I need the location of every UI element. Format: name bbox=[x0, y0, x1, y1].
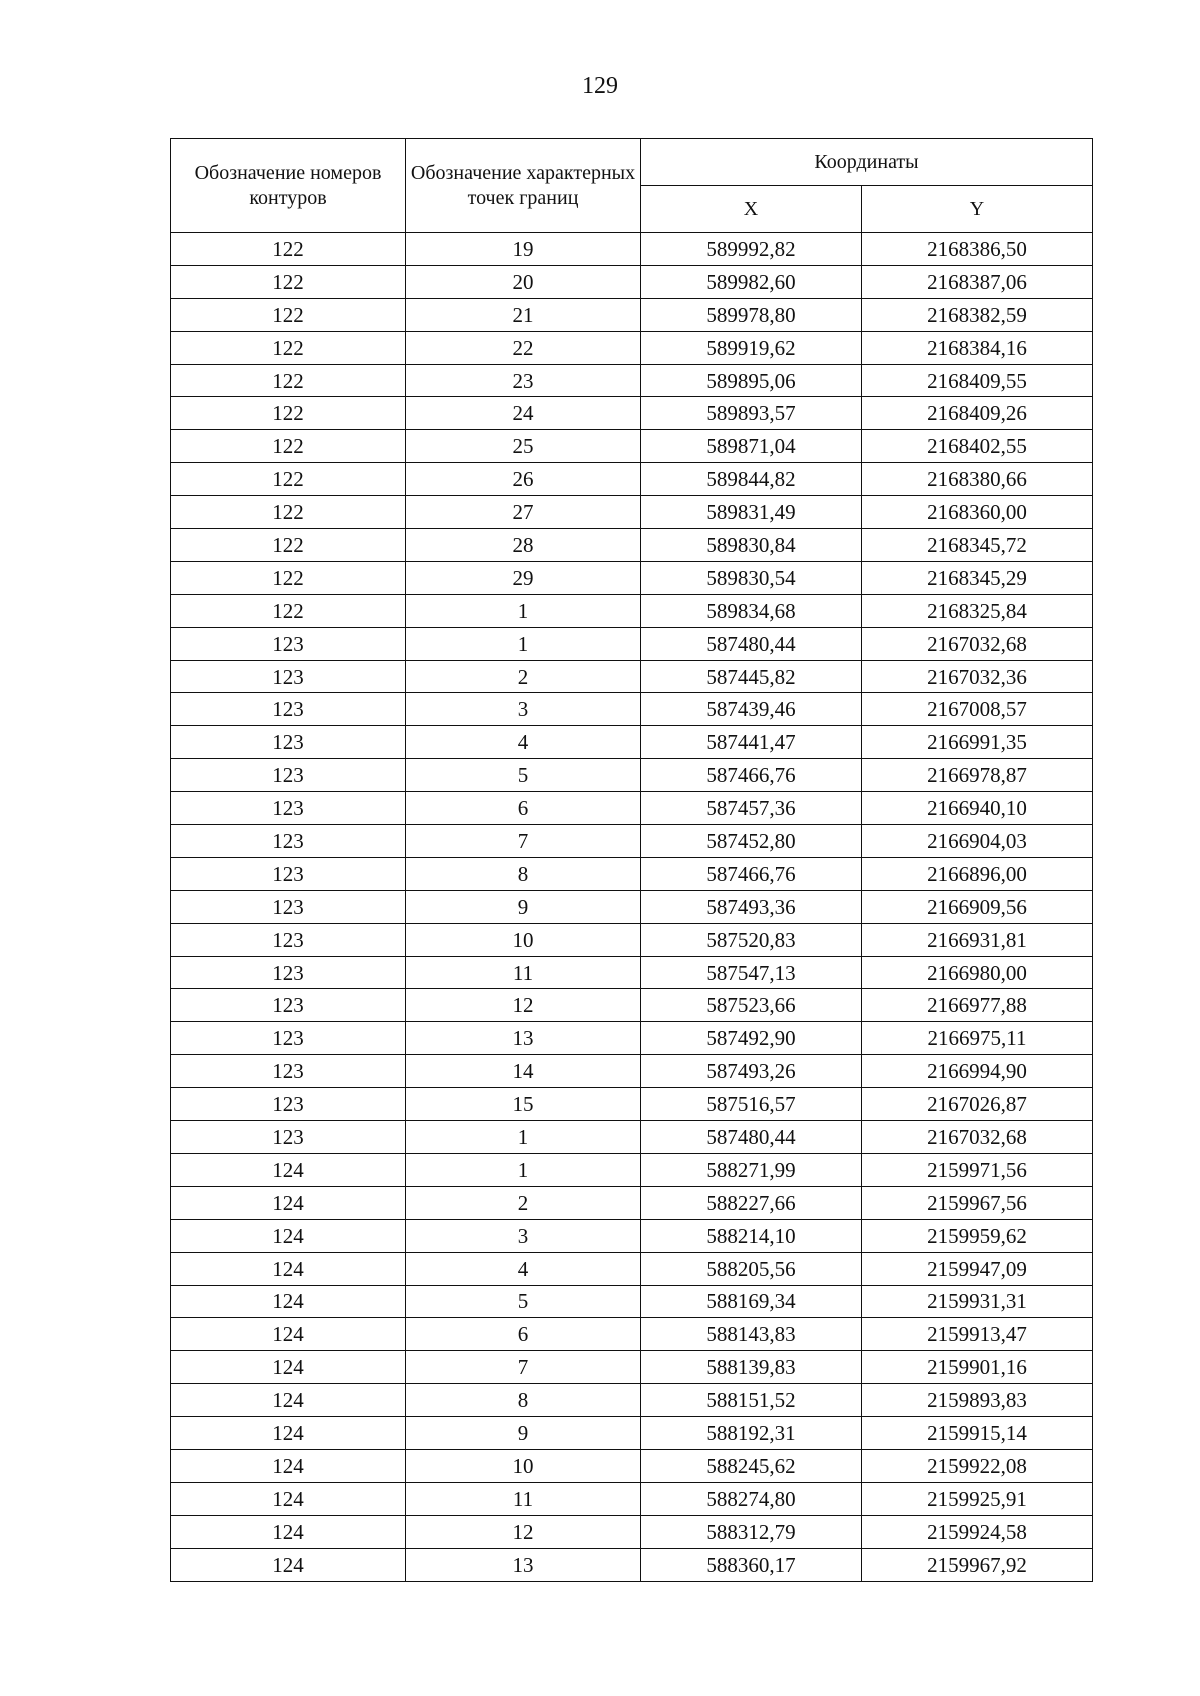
cell-contour-number: 123 bbox=[171, 890, 406, 923]
table-row bbox=[171, 1318, 1093, 1351]
table-row bbox=[171, 1088, 1093, 1121]
cell-x: 587523,66 bbox=[641, 989, 862, 1022]
table-row bbox=[171, 1219, 1093, 1252]
cell-y: 2166896,00 bbox=[862, 857, 1093, 890]
cell-point-number: 24 bbox=[406, 397, 641, 430]
cell-x: 588245,62 bbox=[641, 1449, 862, 1482]
cell-y: 2159967,56 bbox=[862, 1186, 1093, 1219]
cell-point-number: 3 bbox=[406, 1219, 641, 1252]
cell-point-number: 23 bbox=[406, 364, 641, 397]
cell-contour-number: 123 bbox=[171, 759, 406, 792]
cell-y: 2166991,35 bbox=[862, 726, 1093, 759]
cell-y: 2168345,72 bbox=[862, 529, 1093, 562]
cell-point-number: 2 bbox=[406, 660, 641, 693]
cell-point-number: 28 bbox=[406, 529, 641, 562]
table-row bbox=[171, 1351, 1093, 1384]
cell-point-number: 5 bbox=[406, 759, 641, 792]
cell-point-number: 11 bbox=[406, 956, 641, 989]
cell-contour-number: 122 bbox=[171, 397, 406, 430]
coordinates-table bbox=[170, 138, 1093, 1582]
cell-point-number: 13 bbox=[406, 1548, 641, 1581]
cell-x: 588360,17 bbox=[641, 1548, 862, 1581]
cell-point-number: 5 bbox=[406, 1285, 641, 1318]
cell-contour-number: 124 bbox=[171, 1482, 406, 1515]
cell-y: 2159901,16 bbox=[862, 1351, 1093, 1384]
cell-y: 2159913,47 bbox=[862, 1318, 1093, 1351]
cell-point-number: 6 bbox=[406, 792, 641, 825]
cell-contour-number: 123 bbox=[171, 627, 406, 660]
cell-y: 2159971,56 bbox=[862, 1153, 1093, 1186]
cell-x: 589893,57 bbox=[641, 397, 862, 430]
cell-x: 587439,46 bbox=[641, 693, 862, 726]
table-row bbox=[171, 1384, 1093, 1417]
table-row bbox=[171, 1121, 1093, 1154]
cell-point-number: 1 bbox=[406, 594, 641, 627]
cell-y: 2166994,90 bbox=[862, 1055, 1093, 1088]
cell-x: 589844,82 bbox=[641, 463, 862, 496]
table-row bbox=[171, 1022, 1093, 1055]
cell-x: 588143,83 bbox=[641, 1318, 862, 1351]
cell-y: 2168409,26 bbox=[862, 397, 1093, 430]
cell-y: 2159931,31 bbox=[862, 1285, 1093, 1318]
cell-point-number: 2 bbox=[406, 1186, 641, 1219]
page-number: 129 bbox=[582, 73, 618, 99]
cell-y: 2159959,62 bbox=[862, 1219, 1093, 1252]
cell-x: 588312,79 bbox=[641, 1515, 862, 1548]
cell-x: 589982,60 bbox=[641, 265, 862, 298]
cell-y: 2168387,06 bbox=[862, 265, 1093, 298]
cell-y: 2159893,83 bbox=[862, 1384, 1093, 1417]
cell-x: 589978,80 bbox=[641, 298, 862, 331]
cell-x: 589919,62 bbox=[641, 331, 862, 364]
cell-point-number: 7 bbox=[406, 1351, 641, 1384]
table-row bbox=[171, 1252, 1093, 1285]
table-row bbox=[171, 1548, 1093, 1581]
table-row bbox=[171, 1285, 1093, 1318]
cell-contour-number: 124 bbox=[171, 1515, 406, 1548]
cell-y: 2167026,87 bbox=[862, 1088, 1093, 1121]
cell-contour-number: 124 bbox=[171, 1384, 406, 1417]
cell-contour-number: 123 bbox=[171, 857, 406, 890]
cell-contour-number: 122 bbox=[171, 265, 406, 298]
cell-x: 588274,80 bbox=[641, 1482, 862, 1515]
header-y: Y bbox=[862, 186, 1093, 233]
cell-contour-number: 124 bbox=[171, 1351, 406, 1384]
cell-point-number: 4 bbox=[406, 1252, 641, 1285]
cell-y: 2168384,16 bbox=[862, 331, 1093, 364]
cell-contour-number: 124 bbox=[171, 1318, 406, 1351]
cell-y: 2159947,09 bbox=[862, 1252, 1093, 1285]
cell-x: 588139,83 bbox=[641, 1351, 862, 1384]
table-row bbox=[171, 430, 1093, 463]
cell-y: 2159924,58 bbox=[862, 1515, 1093, 1548]
cell-contour-number: 124 bbox=[171, 1252, 406, 1285]
cell-contour-number: 123 bbox=[171, 1121, 406, 1154]
cell-x: 588151,52 bbox=[641, 1384, 862, 1417]
table-body bbox=[171, 233, 1093, 1582]
cell-point-number: 21 bbox=[406, 298, 641, 331]
cell-x: 589830,54 bbox=[641, 561, 862, 594]
cell-x: 589830,84 bbox=[641, 529, 862, 562]
cell-contour-number: 122 bbox=[171, 298, 406, 331]
table-row bbox=[171, 594, 1093, 627]
table-row bbox=[171, 233, 1093, 266]
cell-x: 588227,66 bbox=[641, 1186, 862, 1219]
cell-point-number: 1 bbox=[406, 1153, 641, 1186]
cell-x: 589834,68 bbox=[641, 594, 862, 627]
cell-x: 588205,56 bbox=[641, 1252, 862, 1285]
table-row bbox=[171, 1186, 1093, 1219]
cell-y: 2168402,55 bbox=[862, 430, 1093, 463]
table-row bbox=[171, 561, 1093, 594]
cell-contour-number: 123 bbox=[171, 956, 406, 989]
cell-x: 587466,76 bbox=[641, 759, 862, 792]
cell-point-number: 8 bbox=[406, 857, 641, 890]
cell-point-number: 4 bbox=[406, 726, 641, 759]
cell-y: 2167032,68 bbox=[862, 627, 1093, 660]
table-row bbox=[171, 956, 1093, 989]
cell-x: 587445,82 bbox=[641, 660, 862, 693]
cell-y: 2168325,84 bbox=[862, 594, 1093, 627]
cell-x: 588271,99 bbox=[641, 1153, 862, 1186]
cell-contour-number: 123 bbox=[171, 726, 406, 759]
header-coordinates: Координаты bbox=[641, 139, 1093, 186]
cell-contour-number: 122 bbox=[171, 364, 406, 397]
cell-y: 2167032,36 bbox=[862, 660, 1093, 693]
cell-y: 2166977,88 bbox=[862, 989, 1093, 1022]
table-row bbox=[171, 693, 1093, 726]
cell-point-number: 26 bbox=[406, 463, 641, 496]
cell-y: 2168386,50 bbox=[862, 233, 1093, 266]
cell-y: 2166909,56 bbox=[862, 890, 1093, 923]
table-row bbox=[171, 265, 1093, 298]
cell-x: 588169,34 bbox=[641, 1285, 862, 1318]
cell-y: 2166980,00 bbox=[862, 956, 1093, 989]
table-row bbox=[171, 1417, 1093, 1450]
table-row bbox=[171, 463, 1093, 496]
table-row bbox=[171, 1055, 1093, 1088]
cell-contour-number: 122 bbox=[171, 430, 406, 463]
cell-point-number: 8 bbox=[406, 1384, 641, 1417]
cell-contour-number: 123 bbox=[171, 1055, 406, 1088]
cell-y: 2166931,81 bbox=[862, 923, 1093, 956]
table-row bbox=[171, 825, 1093, 858]
cell-x: 587493,36 bbox=[641, 890, 862, 923]
cell-contour-number: 123 bbox=[171, 1022, 406, 1055]
cell-point-number: 15 bbox=[406, 1088, 641, 1121]
cell-contour-number: 122 bbox=[171, 529, 406, 562]
cell-contour-number: 124 bbox=[171, 1153, 406, 1186]
cell-point-number: 9 bbox=[406, 1417, 641, 1450]
cell-contour-number: 123 bbox=[171, 693, 406, 726]
cell-contour-number: 124 bbox=[171, 1186, 406, 1219]
cell-y: 2166940,10 bbox=[862, 792, 1093, 825]
cell-contour-number: 122 bbox=[171, 496, 406, 529]
cell-point-number: 29 bbox=[406, 561, 641, 594]
table-row bbox=[171, 857, 1093, 890]
cell-x: 587466,76 bbox=[641, 857, 862, 890]
cell-x: 588192,31 bbox=[641, 1417, 862, 1450]
cell-point-number: 3 bbox=[406, 693, 641, 726]
table-row bbox=[171, 397, 1093, 430]
header-x: X bbox=[641, 186, 862, 233]
cell-x: 587493,26 bbox=[641, 1055, 862, 1088]
cell-point-number: 11 bbox=[406, 1482, 641, 1515]
table-row bbox=[171, 331, 1093, 364]
table-row bbox=[171, 1515, 1093, 1548]
table-row bbox=[171, 364, 1093, 397]
cell-x: 587480,44 bbox=[641, 1121, 862, 1154]
cell-point-number: 10 bbox=[406, 923, 641, 956]
cell-contour-number: 124 bbox=[171, 1449, 406, 1482]
cell-point-number: 20 bbox=[406, 265, 641, 298]
table-row bbox=[171, 989, 1093, 1022]
cell-y: 2159922,08 bbox=[862, 1449, 1093, 1482]
cell-contour-number: 123 bbox=[171, 923, 406, 956]
cell-x: 587457,36 bbox=[641, 792, 862, 825]
table-row bbox=[171, 298, 1093, 331]
cell-contour-number: 124 bbox=[171, 1548, 406, 1581]
cell-x: 587480,44 bbox=[641, 627, 862, 660]
cell-y: 2168345,29 bbox=[862, 561, 1093, 594]
header-contour-number: Обозначение номеров контуров bbox=[171, 139, 406, 233]
cell-y: 2159915,14 bbox=[862, 1417, 1093, 1450]
cell-y: 2166978,87 bbox=[862, 759, 1093, 792]
cell-x: 587492,90 bbox=[641, 1022, 862, 1055]
cell-y: 2159967,92 bbox=[862, 1548, 1093, 1581]
cell-contour-number: 123 bbox=[171, 660, 406, 693]
cell-contour-number: 122 bbox=[171, 561, 406, 594]
cell-y: 2168409,55 bbox=[862, 364, 1093, 397]
cell-x: 589992,82 bbox=[641, 233, 862, 266]
cell-contour-number: 123 bbox=[171, 792, 406, 825]
cell-contour-number: 123 bbox=[171, 825, 406, 858]
cell-contour-number: 122 bbox=[171, 594, 406, 627]
cell-point-number: 13 bbox=[406, 1022, 641, 1055]
cell-y: 2167032,68 bbox=[862, 1121, 1093, 1154]
cell-contour-number: 122 bbox=[171, 463, 406, 496]
table-row bbox=[171, 496, 1093, 529]
cell-contour-number: 123 bbox=[171, 989, 406, 1022]
cell-x: 589831,49 bbox=[641, 496, 862, 529]
cell-y: 2159925,91 bbox=[862, 1482, 1093, 1515]
table-row bbox=[171, 660, 1093, 693]
cell-contour-number: 122 bbox=[171, 331, 406, 364]
cell-x: 587547,13 bbox=[641, 956, 862, 989]
cell-y: 2168360,00 bbox=[862, 496, 1093, 529]
cell-x: 587516,57 bbox=[641, 1088, 862, 1121]
table-row bbox=[171, 1153, 1093, 1186]
cell-y: 2168380,66 bbox=[862, 463, 1093, 496]
cell-point-number: 19 bbox=[406, 233, 641, 266]
cell-x: 588214,10 bbox=[641, 1219, 862, 1252]
cell-contour-number: 123 bbox=[171, 1088, 406, 1121]
cell-y: 2168382,59 bbox=[862, 298, 1093, 331]
cell-point-number: 27 bbox=[406, 496, 641, 529]
cell-point-number: 9 bbox=[406, 890, 641, 923]
cell-contour-number: 124 bbox=[171, 1417, 406, 1450]
table-row bbox=[171, 1482, 1093, 1515]
cell-contour-number: 124 bbox=[171, 1285, 406, 1318]
table-row bbox=[171, 627, 1093, 660]
table-row bbox=[171, 923, 1093, 956]
cell-point-number: 14 bbox=[406, 1055, 641, 1088]
cell-y: 2167008,57 bbox=[862, 693, 1093, 726]
header-boundary-point: Обозначение характерных точек границ bbox=[406, 139, 641, 233]
table-header bbox=[171, 139, 1093, 233]
cell-contour-number: 124 bbox=[171, 1219, 406, 1252]
table-row bbox=[171, 529, 1093, 562]
table-row bbox=[171, 890, 1093, 923]
cell-x: 589871,04 bbox=[641, 430, 862, 463]
table-row bbox=[171, 759, 1093, 792]
cell-point-number: 25 bbox=[406, 430, 641, 463]
cell-point-number: 6 bbox=[406, 1318, 641, 1351]
cell-point-number: 10 bbox=[406, 1449, 641, 1482]
table-row bbox=[171, 726, 1093, 759]
cell-x: 587520,83 bbox=[641, 923, 862, 956]
cell-point-number: 1 bbox=[406, 627, 641, 660]
cell-point-number: 22 bbox=[406, 331, 641, 364]
cell-x: 587452,80 bbox=[641, 825, 862, 858]
cell-x: 587441,47 bbox=[641, 726, 862, 759]
cell-contour-number: 122 bbox=[171, 233, 406, 266]
cell-point-number: 7 bbox=[406, 825, 641, 858]
cell-point-number: 12 bbox=[406, 1515, 641, 1548]
cell-y: 2166975,11 bbox=[862, 1022, 1093, 1055]
cell-point-number: 12 bbox=[406, 989, 641, 1022]
cell-y: 2166904,03 bbox=[862, 825, 1093, 858]
table-row bbox=[171, 792, 1093, 825]
cell-point-number: 1 bbox=[406, 1121, 641, 1154]
cell-x: 589895,06 bbox=[641, 364, 862, 397]
table-row bbox=[171, 1449, 1093, 1482]
